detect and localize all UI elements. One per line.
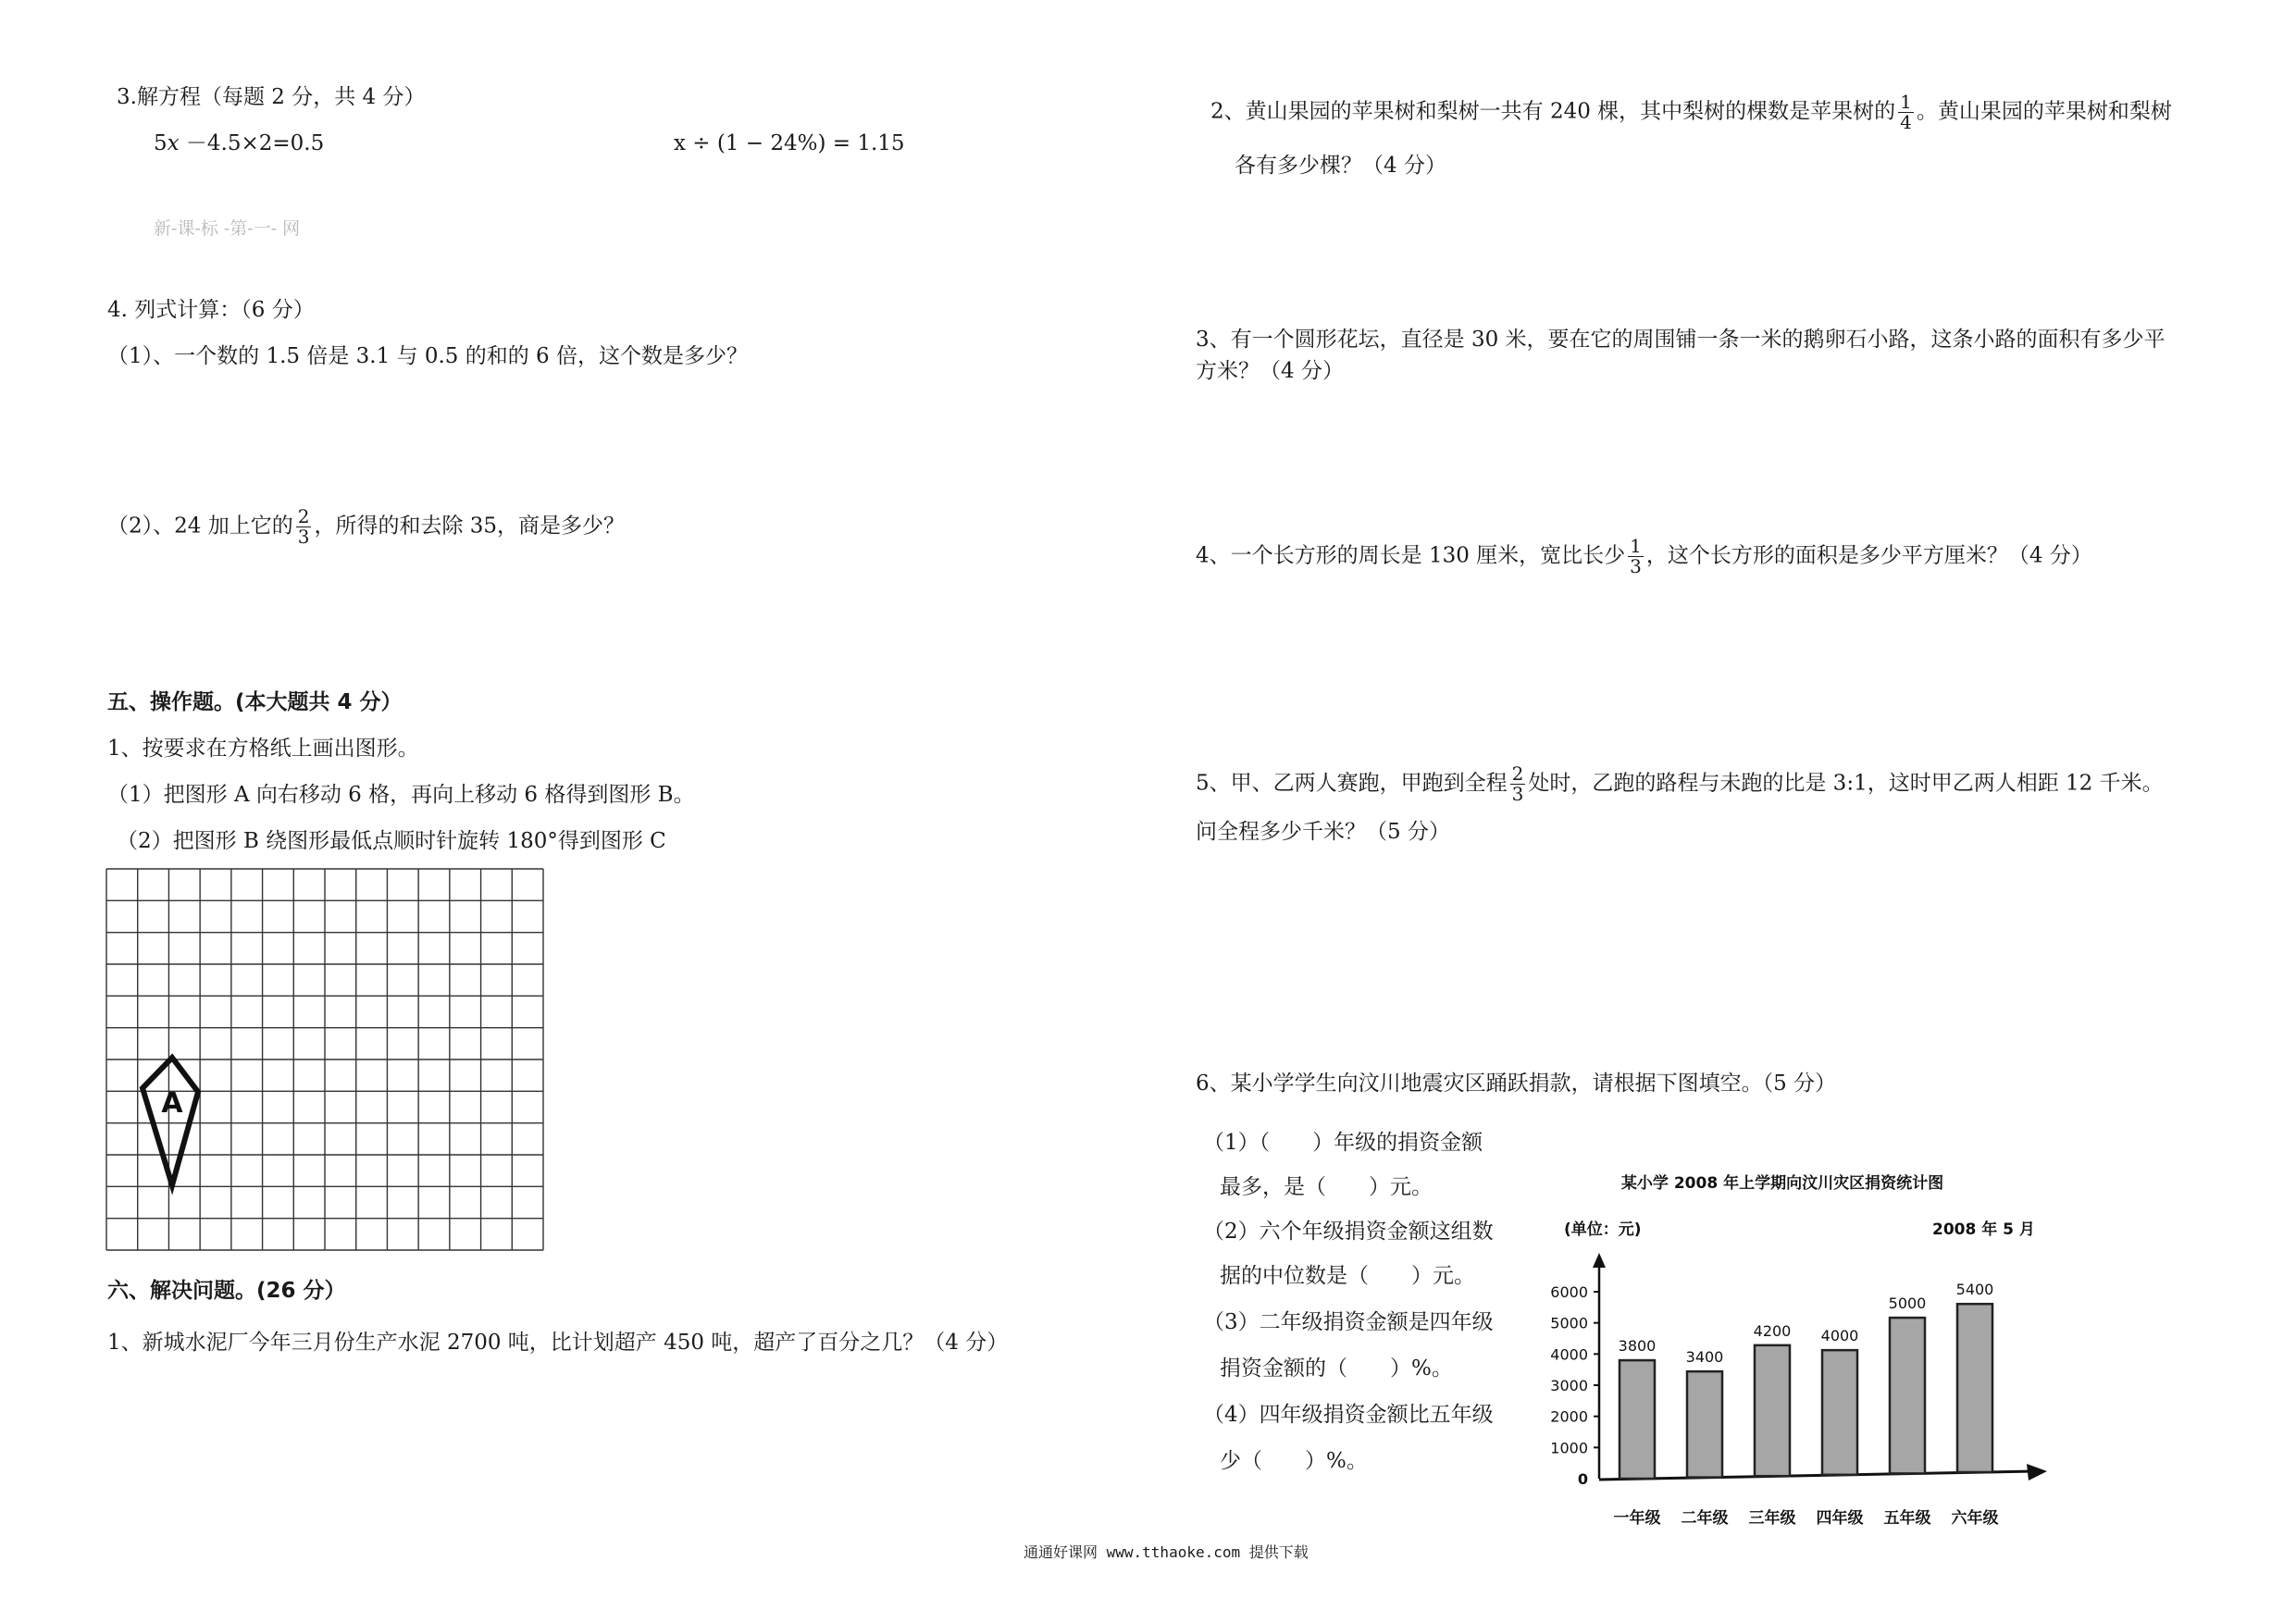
right-q2-line-2: 各有多少棵？（4 分）	[1235, 154, 1446, 178]
fraction-denominator: 3	[297, 526, 310, 548]
shape-a	[143, 1058, 198, 1185]
chart-unit-label: (单位：元)	[1564, 1220, 1642, 1239]
right-q5-text-a: 5、甲、乙两人赛跑，甲跑到全程	[1196, 771, 1508, 796]
q3-title: 3.解方程（每题 2 分，共 4 分）	[117, 85, 426, 109]
equation-2: x ÷ (1 − 24%) = 1.15	[674, 131, 905, 155]
right-q2-line-1	[1210, 93, 2172, 132]
q4-item-2	[107, 507, 625, 547]
right-q4-text-a: 4、一个长方形的周长是 130 厘米，宽比长少	[1196, 543, 1626, 568]
fraction-denominator: 3	[1630, 555, 1642, 577]
section-5-title: 五、操作题。(本大题共 4 分）	[107, 690, 403, 714]
x-category-label: 二年级	[1681, 1509, 1729, 1528]
donation-bar-chart	[1545, 1164, 2064, 1536]
section-5-q1-2: （2）把图形 B 绕图形最低点顺时针旋转 180°得到图形 C	[117, 829, 666, 853]
fraction-numerator: 1	[1900, 91, 1912, 113]
fraction	[296, 507, 312, 547]
chart-title: 某小学 2008 年上学期向汶川灾区捐资统计图	[1620, 1174, 1944, 1193]
y-tick-label: 0	[1577, 1470, 1588, 1488]
q6-blank-1b: 最多，是（ ）元。	[1220, 1175, 1433, 1199]
q6-blank-2b: 据的中位数是（ ）元。	[1220, 1264, 1475, 1288]
x-category-label: 四年级	[1816, 1509, 1864, 1528]
right-q5-text-b: 处时，乙跑的路程与未跑的比是 3:1，这时甲乙两人相距 12 千米。	[1528, 771, 2164, 796]
footer-source: 通通好课网 www.tthaoke.com 提供下载	[1024, 1543, 1309, 1561]
y-tick-label: 6000	[1550, 1283, 1588, 1301]
bar	[1890, 1318, 1925, 1473]
fraction-numerator: 2	[1511, 762, 1524, 785]
bar	[1822, 1350, 1857, 1475]
x-category-label: 三年级	[1748, 1509, 1796, 1528]
q6-blank-2a: （2）六个年级捐资金额这组数	[1203, 1220, 1494, 1244]
y-tick-label: 5000	[1550, 1314, 1588, 1332]
fraction	[1628, 537, 1644, 576]
section-5-q1: 1、按要求在方格纸上画出图形。	[107, 737, 419, 761]
right-q6-title: 6、某小学学生向汶川地震灾区踊跃捐款，请根据下图填空。（5 分）	[1196, 1072, 1837, 1096]
watermark: 新-课-标 -第-一- 网	[154, 218, 301, 239]
bar-value-label: 5400	[1955, 1281, 1994, 1299]
bar	[1687, 1371, 1722, 1477]
right-q3-line-2: 方米？（4 分）	[1196, 359, 1344, 383]
q4-item-2-text-a: （2）、24 加上它的	[107, 514, 293, 539]
y-tick-label: 3000	[1550, 1377, 1588, 1394]
q4-item-2-text-b: ，所得的和去除 35，商是多少？	[314, 514, 626, 539]
section-6-q1: 1、新城水泥厂今年三月份生产水泥 2700 吨，比计划超产 450 吨，超产了百分之几？（4 分）	[107, 1331, 1009, 1355]
right-q3-line-1: 3、有一个圆形花坛，直径是 30 米，要在它的周围铺一条一米的鹅卵石小路，这条小路的面积有多少平	[1196, 328, 2166, 352]
y-tick-label: 2000	[1550, 1407, 1588, 1426]
q6-blank-4a: （4）四年级捐资金额比五年级	[1203, 1403, 1494, 1427]
right-q5-line-1	[1196, 764, 2164, 804]
right-q4	[1196, 537, 2092, 576]
fraction-denominator: 3	[1511, 783, 1524, 805]
right-q5-line-2: 问全程多少千米？（5 分）	[1196, 820, 1450, 844]
bar-value-label: 4200	[1753, 1321, 1792, 1340]
bar-value-label: 3400	[1685, 1348, 1724, 1367]
bar-value-label: 3800	[1618, 1337, 1657, 1356]
q4-title: 4. 列式计算：（6 分）	[107, 298, 315, 322]
bar	[1620, 1360, 1655, 1479]
chart-date-label: 2008 年 5 月	[1932, 1220, 2035, 1239]
right-q2-text-a: 2、黄山果园的苹果树和梨树一共有 240 棵，其中梨树的棵数是苹果树的	[1210, 99, 1896, 124]
equation-1: 5𝑥 －4.5×2=0.5	[154, 131, 325, 155]
q4-item-1: （1）、一个数的 1.5 倍是 3.1 与 0.5 的和的 6 倍，这个数是多少？	[107, 344, 748, 368]
fraction-numerator: 2	[297, 505, 310, 527]
section-5-q1-1: （1）把图形 A 向右移动 6 格，再向上移动 6 格得到图形 B。	[107, 783, 695, 807]
y-tick-label: 1000	[1550, 1439, 1588, 1457]
square-grid[interactable]	[105, 868, 544, 1251]
q6-blank-3b: 捐资金额的（ ）%。	[1220, 1357, 1453, 1381]
fraction-denominator: 4	[1900, 111, 1912, 133]
x-category-label: 一年级	[1613, 1509, 1661, 1528]
q6-blank-4b: 少（ ）%。	[1220, 1449, 1368, 1473]
bar	[1957, 1304, 1992, 1472]
q6-blank-3a: （3）二年级捐资金额是四年级	[1203, 1310, 1494, 1334]
y-tick-label: 4000	[1550, 1345, 1588, 1364]
bar-value-label: 5000	[1888, 1295, 1927, 1313]
bar-value-label: 4000	[1820, 1327, 1859, 1345]
fraction-numerator: 1	[1630, 535, 1642, 557]
fraction	[1898, 93, 1914, 132]
x-axis-arrow	[2027, 1464, 2047, 1481]
y-axis-arrow	[1593, 1253, 1606, 1268]
shape-a-label: A	[161, 1087, 183, 1120]
right-q4-text-b: ，这个长方形的面积是多少平方厘米？（4 分）	[1645, 543, 2092, 568]
section-6-title: 六、解决问题。(26 分）	[107, 1279, 346, 1303]
x-category-label: 六年级	[1951, 1509, 1999, 1528]
q6-blank-1a: （1）（ ）年级的捐资金额	[1203, 1131, 1483, 1155]
fraction	[1510, 764, 1526, 804]
bar	[1755, 1345, 1790, 1476]
right-q2-text-b: 。黄山果园的苹果树和梨树	[1916, 99, 2172, 124]
x-category-label: 五年级	[1883, 1509, 1931, 1528]
